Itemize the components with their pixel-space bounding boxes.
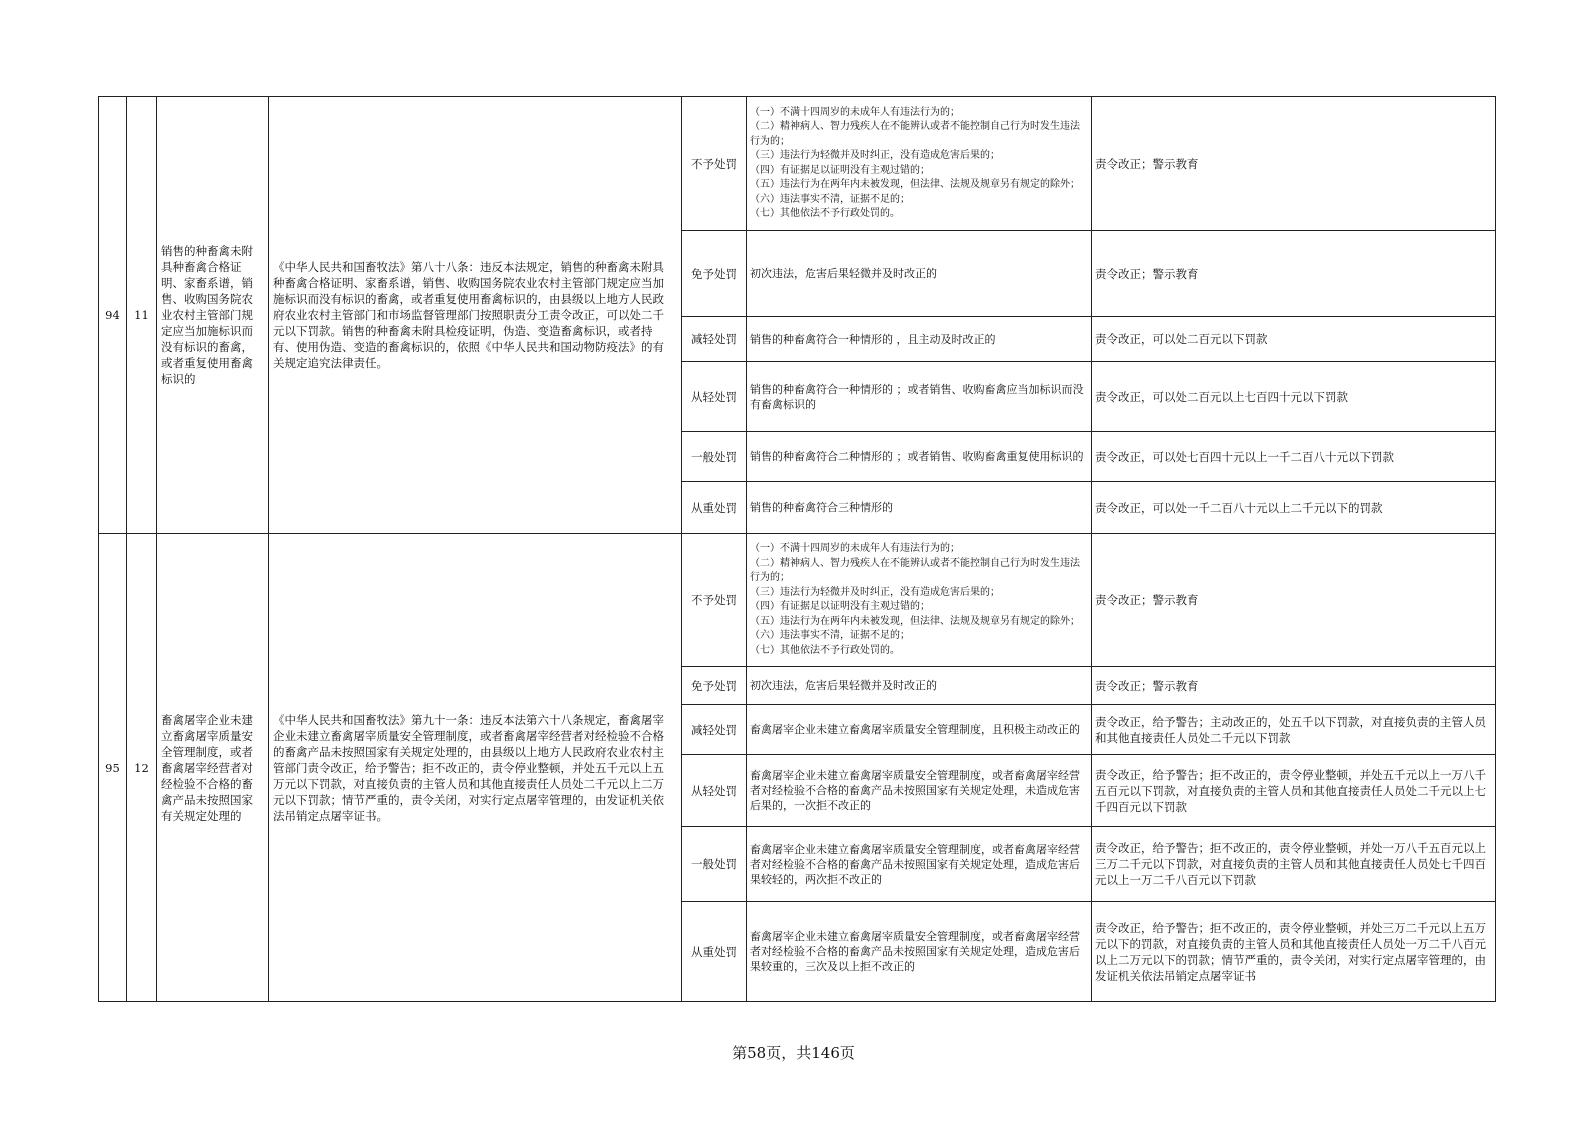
penalty-level-cell: 一般处罚 [682,827,747,902]
penalty-level-cell: 不予处罚 [682,534,747,667]
condition-line: 销售的种畜禽符合一种情形的 ，且主动及时改正的 [750,332,996,346]
penalty-standard-table [98,96,1496,1002]
condition-line: （二）精神病人、智力残疾人在不能辨认或者不能控制自己行为时发生违法行为的； [750,557,1080,583]
legal-basis-cell: 《中华人民共和国畜牧法》第八十八条：违反本法规定，销售的种畜禽未附具种畜禽合格证明、家畜系谱，销售、收购国务院农业农村主管部门规定应当加施标识而没有标识的畜禽，或者重复使用畜禽标识的，由县级以上地方人民政府农业农村主管部门和市场监督管理部门按照职责分工责令改正，可以处二千元以下罚款。销售的种畜禽未附具检疫证明，伪造、变造畜禽标识，或者持有、使用伪造、变造的畜禽标识的，依照《中华人民共和国动物防疫法》的有关规定追究法律责任。 [269,97,682,534]
condition-line: （七）其他依法不予行政处罚的。 [750,208,900,219]
violation-item-cell: 畜禽屠宰企业未建立畜禽屠宰质量安全管理制度，或者畜禽屠宰经营者对经检验不合格的畜禽产品未按照国家有关规定处理的 [157,534,269,1002]
condition-line: （一）不满十四周岁的未成年人有违法行为的； [750,543,960,554]
penalty-cell: 责令改正，给予警告；拒不改正的，责令停业整顿，并处一万八千五百元以上三万二千元以下罚款，对直接负责的主管人员和其他直接责任人员处七千四百元以上一万二千八百元以下罚款 [1092,827,1496,902]
page-footer: 第58页，共146页 [732,1044,855,1062]
condition-line: 畜禽屠宰企业未建立畜禽屠宰质量安全管理制度，或者畜禽屠宰经营者对经检验不合格的畜禽产品未按照国家有关规定处理，未造成危害后果的，一次拒不改正的 [750,769,1080,812]
condition-line: 销售的种畜禽符合一种情形的 ；或者销售、收购畜禽应当加标识而没有畜禽标识的 [750,382,1084,411]
penalty-level-cell: 从重处罚 [682,902,747,1002]
penalty-level-cell: 免予处罚 [682,231,747,317]
penalty-cell: 责令改正；警示教育 [1092,534,1496,667]
penalty-cell: 责令改正，给予警告；主动改正的，处五千以下罚款，对直接负责的主管人员和其他直接责任人员处二千元以下罚款 [1092,705,1496,755]
record-sub-cell: 11 [127,97,157,534]
condition-line: （七）其他依法不予行政处罚的。 [750,644,900,656]
condition-line: （四）有证据足以证明没有主观过错的； [750,601,930,612]
penalty-level-cell: 从轻处罚 [682,755,747,827]
penalty-cell: 责令改正，可以处七百四十元以上一千二百八十元以下罚款 [1092,432,1496,482]
penalty-level-cell: 从重处罚 [682,482,747,534]
condition-cell [747,705,1092,755]
condition-line: （三）违法行为轻微并及时纠正，没有造成危害后果的； [750,586,1000,598]
condition-line: （五）违法行为在两年内未被发现，但法律、法规及规章另有规定的除外； [750,615,1080,627]
condition-cell [747,667,1092,705]
penalty-level-cell: 一般处罚 [682,432,747,482]
condition-cell [747,362,1092,432]
legal-basis-cell: 《中华人民共和国畜牧法》第九十一条：违反本法第六十八条规定，畜禽屠宰企业未建立畜禽屠宰质量安全管理制度，或者畜禽屠宰经营者对经检验不合格的畜禽产品未按照国家有关规定处理的，由县级以上地方人民政府农业农村主管部门责令改正，给予警告；拒不改正的，责令停业整顿，并处五千元以上五万元以下罚款，对直接负责的主管人员和其他直接责任人员处二千元以上二万元以下罚款；情节严重的，责令关闭，对实行定点屠宰管理的，由发证机关依法吊销定点屠宰证书。 [269,534,682,1002]
penalty-level-cell: 减轻处罚 [682,317,747,362]
condition-line: 畜禽屠宰企业未建立畜禽屠宰质量安全管理制度，或者畜禽屠宰经营者对经检验不合格的畜禽产品未按照国家有关规定处理，造成危害后果较轻的，两次拒不改正的 [750,842,1080,886]
penalty-cell: 责令改正；警示教育 [1092,667,1496,705]
penalty-cell: 责令改正，可以处二百元以下罚款 [1092,317,1496,362]
condition-cell [747,755,1092,827]
penalty-cell: 责令改正，给予警告；拒不改正的，责令停业整顿，并处三万二千元以上五万元以下的罚款，对直接负责的主管人员和其他直接责任人员处一万二千八百元以上二万元以下的罚款；情节严重的，责令关闭，对实行定点屠宰管理的，由发证机关依法吊销定点屠宰证书 [1092,902,1496,1002]
condition-line: （一）不满十四周岁的未成年人有违法行为的； [750,106,960,118]
penalty-cell: 责令改正，可以处一千二百八十元以上二千元以下的罚款 [1092,482,1496,534]
penalty-cell: 责令改正；警示教育 [1092,231,1496,317]
condition-line: （六）违法事实不清，证据不足的； [750,630,910,641]
condition-cell [747,902,1092,1002]
record-seq-cell: 94 [99,97,127,534]
condition-line: 销售的种畜禽符合二种情形的 ；或者销售、收购畜禽重复使用标识的 [750,450,1084,463]
condition-line: 初次违法，危害后果轻微并及时改正的 [750,267,937,280]
record-seq-cell: 95 [99,534,127,1002]
penalty-level-row [99,534,1496,667]
condition-cell [747,231,1092,317]
condition-line: 初次违法，危害后果轻微并及时改正的 [750,679,937,692]
condition-line: （四）有证据足以证明没有主观过错的； [750,164,930,176]
condition-cell [747,482,1092,534]
record-sub-cell: 12 [127,534,157,1002]
penalty-level-row [99,97,1496,231]
condition-cell [747,317,1092,362]
condition-line: （五）违法行为在两年内未被发现，但法律、法规及规章另有规定的除外； [750,179,1080,190]
penalty-cell: 责令改正，给予警告；拒不改正的，责令停业整顿，并处五千元以上一万八千五百元以下罚款，对直接负责的主管人员和其他直接责任人员处二千元以上七千四百元以下罚款 [1092,755,1496,827]
condition-cell [747,827,1092,902]
condition-cell [747,432,1092,482]
penalty-level-cell: 从轻处罚 [682,362,747,432]
penalty-level-cell: 免予处罚 [682,667,747,705]
condition-cell [747,534,1092,667]
penalty-cell: 责令改正，可以处二百元以上七百四十元以下罚款 [1092,362,1496,432]
penalty-cell: 责令改正；警示教育 [1092,97,1496,231]
condition-line: （六）违法事实不清，证据不足的； [750,193,910,205]
condition-line: 畜禽屠宰企业未建立畜禽屠宰质量安全管理制度，或者畜禽屠宰经营者对经检验不合格的畜禽产品未按照国家有关规定处理，造成危害后果较重的，三次及以上拒不改正的 [750,930,1080,973]
condition-line: 畜禽屠宰企业未建立畜禽屠宰质量安全管理制度，且积极主动改正的 [750,723,1080,736]
condition-cell [747,97,1092,231]
condition-line: （二）精神病人、智力残疾人在不能辨认或者不能控制自己行为时发生违法行为的； [750,121,1080,147]
penalty-level-cell: 减轻处罚 [682,705,747,755]
condition-line: 销售的种畜禽符合三种情形的 [750,501,893,514]
condition-line: （三）违法行为轻微并及时纠正，没有造成危害后果的； [750,150,1000,161]
violation-item-cell: 销售的种畜禽未附具种畜禽合格证明、家畜系谱，销售、收购国务院农业农村主管部门规定应当加施标识而没有标识的畜禽，或者重复使用畜禽标识的 [157,97,269,534]
penalty-level-cell: 不予处罚 [682,97,747,231]
